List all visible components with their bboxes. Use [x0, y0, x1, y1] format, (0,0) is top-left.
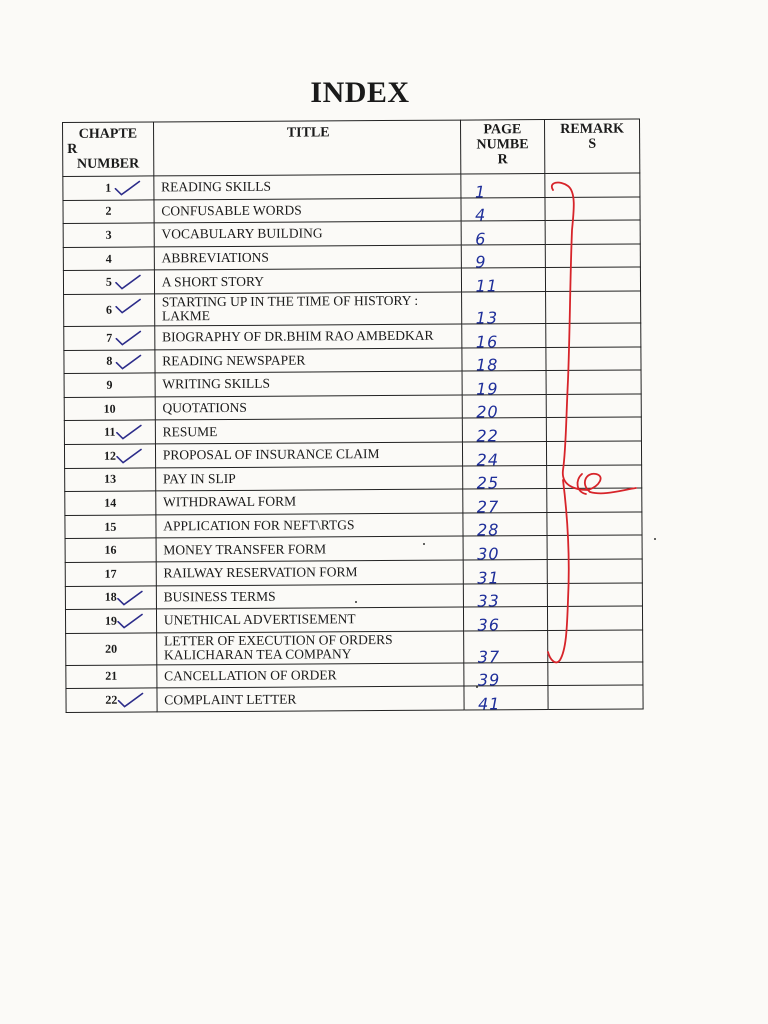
- table-row: [64, 441, 641, 468]
- remarks-cell: [545, 244, 640, 268]
- chapter-title: CANCELLATION OF ORDER: [157, 663, 464, 688]
- handwritten-page-number: 16: [475, 331, 499, 352]
- remarks-cell: [546, 394, 641, 418]
- page-title: INDEX: [310, 76, 410, 109]
- table-row: [65, 488, 642, 515]
- chapter-number: 14: [104, 495, 117, 510]
- chapter-title: COMPLAINT LETTER: [157, 686, 464, 711]
- chapter-number-cell: [65, 609, 156, 633]
- paper-speck: [476, 686, 478, 688]
- chapter-number-cell: [64, 373, 155, 397]
- page-number-cell: [461, 324, 546, 352]
- remarks-cell: [545, 173, 640, 197]
- remarks-cell: [547, 512, 642, 536]
- chapter-title: A SHORT STORY: [154, 268, 461, 293]
- handwritten-page-number: 6: [475, 229, 487, 249]
- paper-speck: [355, 601, 357, 603]
- handwritten-page-number: 4: [475, 205, 487, 225]
- chapter-title: BUSINESS TERMS: [156, 584, 463, 609]
- chapter-number: 4: [105, 251, 112, 266]
- page-number-cell: [461, 197, 546, 225]
- table-row: [63, 220, 640, 247]
- page-number-cell: [463, 536, 548, 564]
- chapter-title: MONEY TRANSFER FORM: [156, 536, 463, 561]
- chapter-number: 2: [105, 204, 112, 219]
- checkmark-icon: [114, 352, 142, 370]
- remarks-cell: [548, 582, 643, 606]
- table-row: [63, 244, 640, 271]
- table-row: [65, 512, 642, 539]
- chapter-number-cell: [66, 633, 157, 666]
- page-number-cell: [462, 512, 547, 540]
- page-number-cell: [461, 292, 546, 328]
- page-number-cell: [462, 489, 547, 517]
- remarks-cell: [547, 464, 642, 488]
- index-table: [62, 118, 644, 712]
- remarks-cell: [546, 370, 641, 394]
- chapter-title: READING NEWSPAPER: [155, 348, 462, 373]
- checkmark-icon: [114, 296, 142, 314]
- chapter-title: RESUME: [155, 418, 462, 443]
- table-header-row: [63, 119, 640, 177]
- remarks-cell: [546, 267, 641, 291]
- paper-speck: [423, 543, 425, 545]
- chapter-number-cell: [65, 491, 156, 515]
- remarks-cell: [548, 662, 643, 686]
- chapter-title: WRITING SKILLS: [155, 371, 462, 396]
- checkmark-icon: [115, 423, 143, 441]
- chapter-number-cell: [65, 515, 156, 539]
- chapter-number-cell: [63, 176, 154, 200]
- page-number-cell: [462, 371, 547, 399]
- handwritten-page-number: 41: [478, 694, 501, 714]
- table-row: [64, 323, 641, 350]
- chapter-title: ABBREVIATIONS: [154, 245, 461, 270]
- page-number-cell: [461, 268, 546, 296]
- page-number-cell: [463, 583, 548, 611]
- chapter-title: LETTER OF EXECUTION OF ORDERS KALICHARAN TEA COMPANY: [156, 631, 463, 665]
- table-row: [63, 267, 640, 294]
- chapter-number: 6: [105, 302, 113, 317]
- remarks-cell: [545, 220, 640, 244]
- table-row: [64, 394, 641, 421]
- chapter-number: 1: [105, 180, 112, 195]
- chapter-number-cell: [64, 420, 155, 444]
- chapter-number-cell: [63, 270, 154, 294]
- chapter-number: 10: [103, 401, 116, 416]
- page-number-cell: [462, 465, 547, 493]
- table-row: [65, 582, 642, 609]
- handwritten-page-number: 19: [476, 379, 499, 399]
- table-row: [65, 606, 642, 633]
- handwritten-page-number: 11: [475, 276, 498, 296]
- chapter-title: APPLICATION FOR NEFT\RTGS: [156, 513, 463, 538]
- table-row: [66, 630, 643, 666]
- remarks-cell: [547, 535, 642, 559]
- chapter-number-cell: [65, 562, 156, 586]
- chapter-number: 7: [106, 330, 113, 345]
- remarks-cell: [546, 291, 641, 324]
- remarks-cell: [548, 630, 643, 663]
- chapter-title: UNETHICAL ADVERTISEMENT: [156, 607, 463, 632]
- header-page-number: PAGE NUMBE R: [460, 120, 545, 175]
- chapter-number-cell: [63, 223, 154, 247]
- table-row: [64, 347, 641, 374]
- chapter-number: 9: [106, 377, 113, 392]
- chapter-number: 22: [105, 692, 118, 707]
- page-number-cell: [462, 418, 547, 446]
- chapter-title: VOCABULARY BUILDING: [154, 221, 461, 246]
- chapter-title: STARTING UP IN THE TIME OF HISTORY : LAKME: [154, 292, 461, 326]
- paper-speck: [654, 538, 656, 540]
- handwritten-page-number: 27: [476, 497, 500, 517]
- handwritten-page-number: 1: [474, 182, 487, 202]
- page-number-cell: [460, 174, 545, 202]
- chapter-number: 21: [105, 669, 118, 684]
- remarks-cell: [547, 488, 642, 512]
- handwritten-page-number: 28: [476, 520, 500, 540]
- handwritten-page-number: 25: [476, 473, 500, 493]
- header-title: TITLE: [153, 120, 460, 176]
- handwritten-page-number: 24: [476, 449, 500, 470]
- page-number-cell: [463, 662, 548, 690]
- chapter-number-cell: [64, 397, 155, 421]
- checkmark-icon: [116, 691, 144, 709]
- remarks-cell: [547, 559, 642, 583]
- remarks-cell: [547, 417, 642, 441]
- table-row: [64, 291, 641, 327]
- chapter-title: QUOTATIONS: [155, 395, 462, 420]
- table-row: [63, 197, 640, 224]
- page-number-cell: [461, 221, 546, 249]
- page-number-cell: [461, 347, 546, 375]
- checkmark-icon: [115, 446, 143, 464]
- handwritten-page-number: 20: [476, 402, 499, 422]
- chapter-number-cell: [63, 200, 154, 224]
- handwritten-page-number: 37: [477, 647, 501, 667]
- table-row: [64, 417, 641, 444]
- remarks-cell: [546, 347, 641, 371]
- chapter-number-cell: [64, 326, 155, 350]
- page-number-cell: [462, 394, 547, 422]
- handwritten-page-number: 13: [475, 308, 499, 328]
- checkmark-icon: [116, 588, 144, 606]
- handwritten-page-number: 18: [475, 355, 499, 375]
- chapter-number: 8: [106, 354, 113, 369]
- chapter-number-cell: [64, 444, 155, 468]
- chapter-number: 12: [103, 448, 116, 463]
- checkmark-icon: [113, 179, 141, 197]
- chapter-number-cell: [64, 294, 155, 327]
- table-row: [65, 535, 642, 562]
- chapter-number: 17: [104, 566, 117, 581]
- chapter-title: PROPOSAL OF INSURANCE CLAIM: [155, 442, 462, 467]
- table-body: [63, 173, 643, 712]
- chapter-number-cell: [65, 538, 156, 562]
- chapter-number-cell: [66, 665, 157, 689]
- handwritten-page-number: 30: [477, 544, 500, 564]
- checkmark-icon: [114, 273, 142, 291]
- chapter-number-cell: [64, 350, 155, 374]
- chapter-number: 16: [104, 542, 117, 557]
- header-remarks: REMARK S: [545, 119, 640, 174]
- chapter-number: 5: [105, 274, 112, 289]
- table-row: [66, 662, 643, 689]
- chapter-number: 18: [104, 589, 117, 605]
- chapter-title: RAILWAY RESERVATION FORM: [156, 560, 463, 585]
- table-row: [64, 370, 641, 397]
- remarks-cell: [545, 197, 640, 221]
- chapter-title: BIOGRAPHY OF DR.BHIM RAO AMBEDKAR: [154, 324, 461, 349]
- chapter-number: 20: [105, 641, 118, 656]
- chapter-number: 13: [104, 472, 117, 487]
- chapter-number: 3: [105, 227, 112, 242]
- remarks-cell: [546, 323, 641, 347]
- table-row: [65, 464, 642, 491]
- page-number-cell: [462, 441, 547, 470]
- page-number-cell: [463, 559, 548, 587]
- page-number-cell: [463, 630, 548, 667]
- checkmark-icon: [114, 328, 142, 346]
- chapter-number: 11: [104, 424, 116, 439]
- header-chapter-number: CHAPTE R NUMBER: [63, 122, 154, 177]
- handwritten-page-number: 9: [475, 252, 487, 272]
- chapter-number-cell: [63, 247, 154, 271]
- checkmark-icon: [116, 612, 144, 630]
- page-number-cell: [463, 607, 548, 635]
- chapter-number-cell: [65, 585, 156, 609]
- handwritten-page-number: 22: [476, 426, 499, 446]
- handwritten-page-number: 39: [477, 670, 501, 690]
- chapter-title: CONFUSABLE WORDS: [154, 198, 461, 223]
- page-number-cell: [463, 686, 548, 714]
- remarks-cell: [548, 685, 643, 709]
- chapter-title: PAY IN SLIP: [155, 466, 462, 491]
- chapter-title: READING SKILLS: [154, 174, 461, 199]
- handwritten-page-number: 36: [477, 615, 501, 635]
- chapter-number: 15: [104, 519, 117, 534]
- page-number-cell: [461, 244, 546, 272]
- chapter-number-cell: [65, 467, 156, 491]
- table-row: [63, 173, 640, 200]
- chapter-number: 19: [104, 613, 117, 628]
- table-row: [65, 559, 642, 586]
- remarks-cell: [548, 606, 643, 630]
- handwritten-page-number: 31: [477, 567, 500, 587]
- chapter-title: WITHDRAWAL FORM: [156, 489, 463, 514]
- table-row: [66, 685, 643, 712]
- chapter-number-cell: [66, 688, 157, 712]
- remarks-cell: [547, 441, 642, 465]
- handwritten-page-number: 33: [477, 591, 500, 611]
